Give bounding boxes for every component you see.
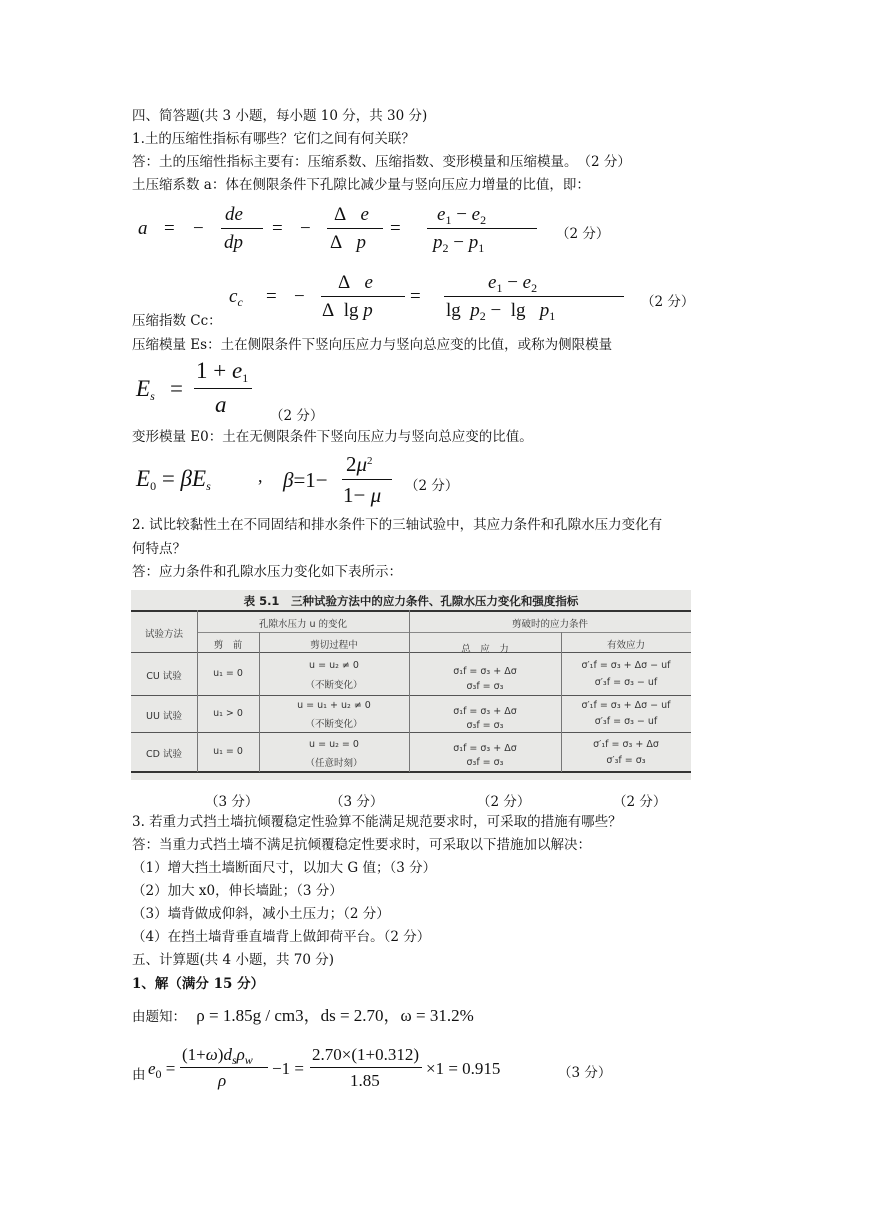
question-2-line1: 2. 试比较黏性土在不同固结和排水条件下的三轴试验中，其应力条件和孔隙水压力变化有 (132, 517, 663, 533)
row-method: CU 试验 (146, 671, 182, 682)
answer-1: 答：土的压缩性指标主要有：压缩系数、压缩指数、变形模量和压缩模量。 （2 分） (132, 154, 631, 170)
section5-title: 五、计算题(共 4 小题，共 70 分) (132, 952, 334, 968)
section4-title: 四、简答题(共 3 小题，每小题 10 分，共 30 分) (132, 108, 428, 124)
row-during: u = u₂ = 0 (309, 739, 359, 750)
row-total-1: σ₁f = σ₃ + Δσ (453, 706, 517, 717)
row-eff-1: σ′₁f = σ₃ + Δσ (593, 739, 659, 750)
header-method: 试验方法 (144, 629, 183, 640)
row-eff-3: σ′₃f = σ₃ (606, 755, 646, 766)
header-shear-stress: 剪破时的应力条件 (511, 619, 588, 630)
table-score: （2 分） (477, 794, 531, 810)
header-before-shear: 剪 前 (213, 640, 243, 651)
table-score: （3 分） (205, 794, 259, 810)
measure-2: （2）加大 x0，伸长墙趾；（3 分） (132, 883, 343, 899)
row-before: u₁ = 0 (213, 668, 243, 679)
row-before: u₁ = 0 (213, 746, 243, 757)
problem-1-title: 1、解（满分 15 分） (132, 976, 265, 992)
answer-2: 答：应力条件和孔隙水压力变化如下表所示： (132, 564, 402, 580)
row-total-3: σ₃f = σ₃ (466, 757, 504, 768)
row-during: u = u₂ ≠ 0 (309, 660, 359, 671)
header-pore-pressure: 孔隙水压力 u 的变化 (258, 619, 348, 630)
header-effective-stress: 有效应力 (606, 640, 645, 651)
row-total-1: σ₁f = σ₃ + Δσ (453, 666, 517, 677)
row-eff-3: σ′₃f = σ₃ − uf (594, 716, 658, 727)
question-3: 3. 若重力式挡土墙抗倾覆稳定性验算不能满足规范要求时，可采取的措施有哪些？ (132, 814, 622, 830)
row-method: CD 试验 (146, 749, 182, 760)
compression-index-label: 压缩指数 Cc： (132, 313, 222, 329)
row-method: UU 试验 (146, 711, 182, 722)
deformation-modulus-def: 变形模量 E0：土在无侧限条件下竖向压应力与竖向总应变的比值。 (132, 429, 533, 445)
row-during-note: （不断变化） (305, 719, 363, 730)
row-eff-1: σ′₁f = σ₃ + Δσ − uf (581, 660, 671, 671)
row-during-note: （任意时刻） (305, 758, 363, 769)
row-during: u = u₁ + u₂ ≠ 0 (297, 700, 371, 711)
row-total-1: σ₁f = σ₃ + Δσ (453, 743, 517, 754)
table-title: 表 5.1 三种试验方法中的应力条件、孔隙水压力变化和强度指标 (243, 594, 579, 608)
measure-4: （4）在挡土墙背垂直墙背上做卸荷平台。（2 分） (132, 929, 431, 945)
compression-modulus-def: 压缩模量 Es：土在侧限条件下竖向压应力与竖向总应变的比值，或称为侧限模量 (132, 337, 613, 353)
triaxial-test-table (131, 590, 691, 780)
given-values: 由题知： ρ = 1.85g / cm3，ds = 2.70，ω = 31.2% (132, 1006, 474, 1025)
measure-3: （3）墙背做成仰斜，减小土压力；（2 分） (132, 906, 390, 922)
table-score: （3 分） (330, 794, 384, 810)
row-total-3: σ₃f = σ₃ (466, 720, 504, 731)
compression-coefficient-def: 土压缩系数 a：体在侧限条件下孔隙比减少量与竖向压应力增量的比值，即： (132, 177, 590, 193)
measure-1: （1）增大挡土墙断面尺寸，以加大 G 值；（3 分） (132, 860, 437, 876)
answer-3: 答：当重力式挡土墙不满足抗倾覆稳定性要求时，可采取以下措施加以解决： (132, 837, 591, 853)
row-eff-3: σ′₃f = σ₃ − uf (594, 677, 658, 688)
row-during-note: （不断变化） (305, 680, 363, 691)
table-score: （2 分） (613, 794, 667, 810)
row-eff-1: σ′₁f = σ₃ + Δσ − uf (581, 700, 671, 711)
question-2-line2: 何特点？ (132, 541, 186, 557)
row-before: u₁ > 0 (213, 708, 243, 719)
question-1: 1.土的压缩性指标有哪些？它们之间有何关联？ (132, 131, 415, 147)
header-during-shear: 剪切过程中 (310, 640, 358, 651)
row-total-3: σ₃f = σ₃ (466, 681, 504, 692)
header-total-stress: 总 应 力 (461, 644, 509, 655)
